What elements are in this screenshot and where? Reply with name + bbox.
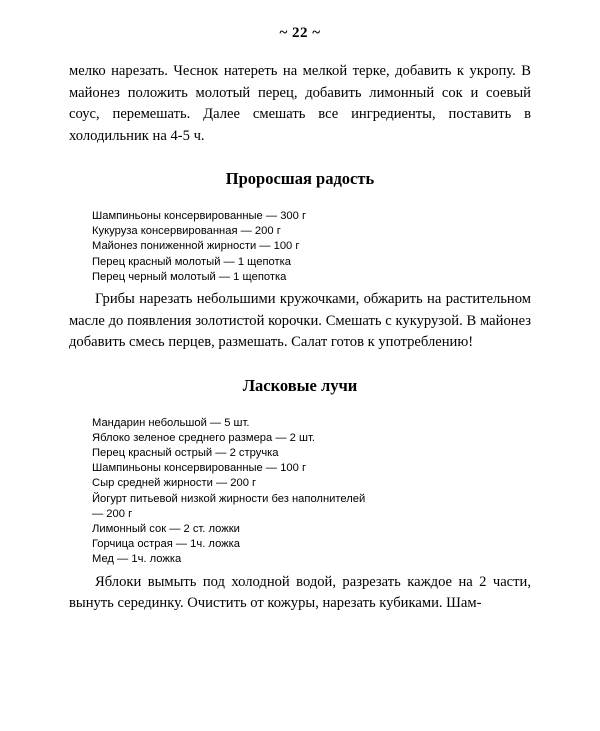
page-number: ~ 22 ~ bbox=[279, 25, 321, 41]
list-item: Перец черный молотый — 1 щепотка bbox=[92, 270, 287, 283]
list-item: Перец красный острый — 2 стручка bbox=[92, 446, 279, 459]
list-item: Мед — 1ч. ложка bbox=[92, 553, 182, 566]
spacer bbox=[69, 147, 531, 168]
recipe-instructions-1: Грибы нарезать небольшими кружочками, обжарить на растительном масле до появления золотистой корочки. Смешать с кукурузой. В майонез добавить смесь перцев, размешать. Салат готов к употреблению! bbox=[69, 291, 531, 351]
ingredient-list-1 bbox=[69, 209, 531, 285]
list-item: Яблоко зеленое среднего размера — 2 шт. bbox=[92, 431, 315, 444]
ingredient-list-2 bbox=[69, 416, 531, 568]
recipe-title-prorosshaya-radost: Проросшая радость bbox=[225, 169, 375, 188]
spacer bbox=[69, 354, 531, 375]
list-item: Кукуруза консервированная — 200 г bbox=[92, 225, 281, 238]
spacer bbox=[69, 397, 531, 416]
list-item: Майонез пониженной жирности — 100 г bbox=[92, 240, 300, 253]
list-item: Шампиньоны консервированные — 100 г bbox=[92, 462, 307, 475]
recipe-title-laskovye-luchi: Ласковые лучи bbox=[242, 375, 358, 395]
list-item-continuation: — 200 г bbox=[92, 507, 133, 520]
list-item: Перец красный молотый — 1 щепотка bbox=[92, 255, 291, 268]
spacer bbox=[69, 190, 531, 209]
list-item: Горчица острая — 1ч. ложка bbox=[92, 538, 241, 551]
list-item: Шампиньоны консервированные — 300 г bbox=[92, 210, 307, 222]
recipe-instructions-2: Яблоки вымыть под холодной водой, разрезать каждое на 2 части, вынуть серединку. Очистить от кожуры, нарезать кубиками. Шам- bbox=[69, 573, 531, 612]
list-item: Лимонный сок — 2 ст. ложки bbox=[92, 522, 240, 535]
intro-paragraph: мелко нарезать. Чеснок натереть на мелкой терке, добавить к укропу. В майонез положить молотый перец, добавить лимонный сок и соевый соус, перемешать. Далее смешать все ингредиенты, поставить в холодильник на 4-5 ч. bbox=[69, 63, 531, 144]
list-item: Мандарин небольшой — 5 шт. bbox=[92, 416, 250, 429]
page-content bbox=[69, 42, 531, 615]
list-item: Сыр средней жирности — 200 г bbox=[92, 477, 257, 490]
list-item: Йогурт питьевой низкой жирности без наполнителей bbox=[92, 492, 366, 505]
